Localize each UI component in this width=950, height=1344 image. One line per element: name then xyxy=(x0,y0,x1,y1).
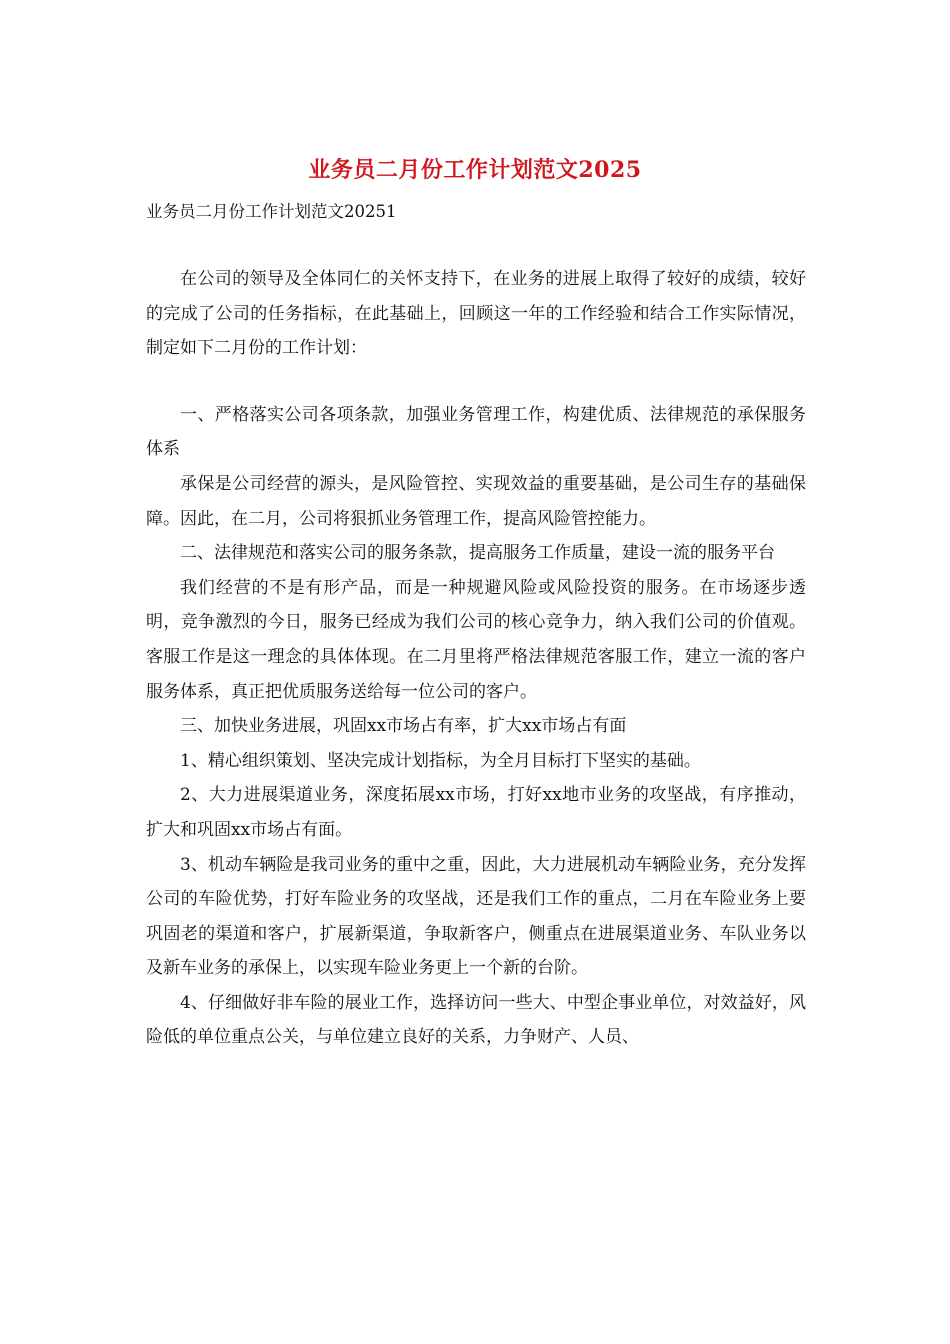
section-heading-3: 三、加快业务进展，巩固xx市场占有率，扩大xx市场占有面 xyxy=(180,716,627,737)
list-item-3: 3、机动车辆险是我司业务的重中之重，因此，大力进展机动车辆险业务，充分发挥公司的车险优势，打好车险业务的攻坚战，还是我们工作的重点，二月在车险业务上要巩固老的渠道和客户，扩展新渠道，争取新客户，侧重点在进展渠道业务、车队业务以及新车业务的承保上，以实现车险业务更上一个新的台阶。 xyxy=(146,854,806,979)
document-body xyxy=(146,262,806,1055)
body-paragraph: 我们经营的不是有形产品，而是一种规避风险或风险投资的服务。在市场逐步透明，竞争激烈的今日，服务已经成为我们公司的核心竞争力，纳入我们公司的价值观。客服工作是这一理念的具体体现。在二月里将严格法律规范客服工作，建立一流的客户服务体系，真正把优质服务送给每一位公司的客户。 xyxy=(146,577,806,702)
section-heading-2: 二、法律规范和落实公司的服务条款，提高服务工作质量，建设一流的服务平台 xyxy=(180,543,775,564)
document-subtitle: 业务员二月份工作计划范文20251 xyxy=(146,202,397,221)
list-item-2: 2、大力进展渠道业务，深度拓展xx市场，打好xx地市业务的攻坚战，有序推动，扩大和巩固xx市场占有面。 xyxy=(146,785,806,840)
list-item-4: 4、仔细做好非车险的展业工作，选择访问一些大、中型企事业单位，对效益好，风险低的单位重点公关，与单位建立良好的关系，力争财产、人员、 xyxy=(146,992,806,1048)
body-paragraph: 承保是公司经营的源头，是风险管控、实现效益的重要基础，是公司生存的基础保障。因此，在二月，公司将狠抓业务管理工作，提高风险管控能力。 xyxy=(146,473,806,529)
document-title: 业务员二月份工作计划范文2025 xyxy=(308,157,642,183)
list-item-1: 1、精心组织策划、坚决完成计划指标，为全月目标打下坚实的基础。 xyxy=(180,750,701,771)
section-heading-1: 一、严格落实公司各项条款，加强业务管理工作，构建优质、法律规范的承保服务体系 xyxy=(146,404,806,460)
intro-paragraph: 在公司的领导及全体同仁的关怀支持下，在业务的进展上取得了较好的成绩，较好的完成了公司的任务指标，在此基础上，回顾这一年的工作经验和结合工作实际情况，制定如下二月份的工作计划： xyxy=(146,269,806,359)
